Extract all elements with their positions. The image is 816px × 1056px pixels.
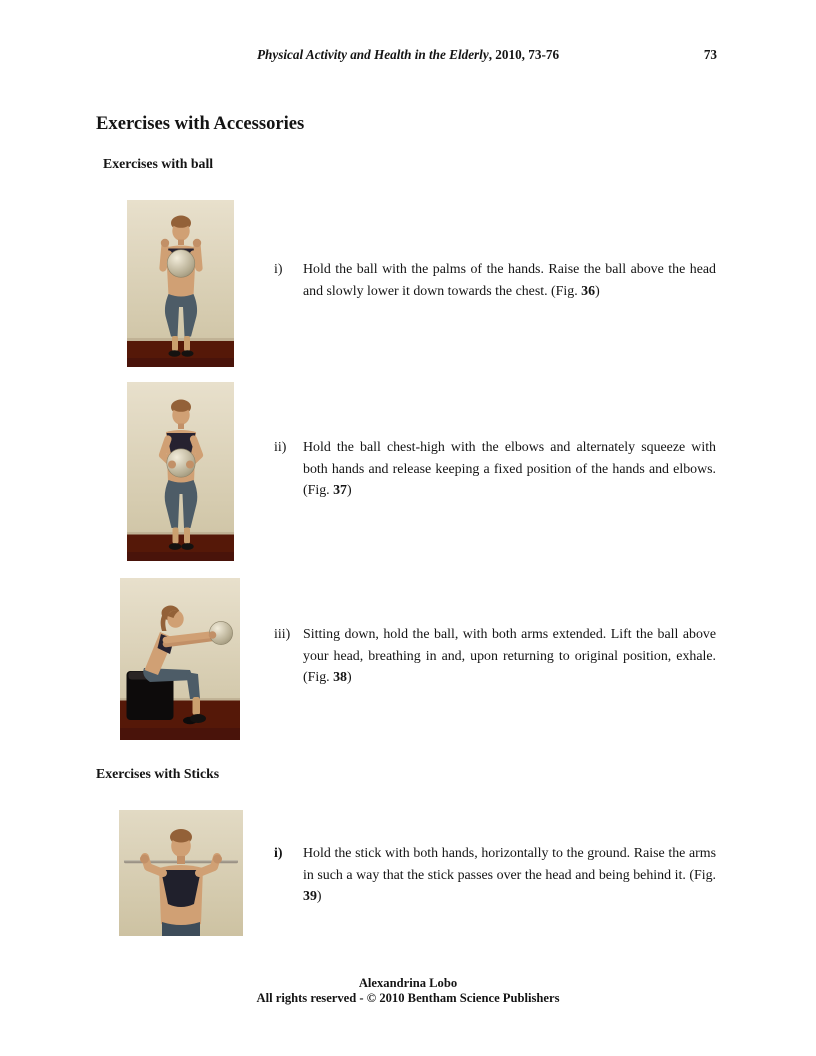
item-body: Sitting down, hold the ball, with both arms extended. Lift the ball above your head, breathing in and, upon returning to original position, exhale. (Fig. <box>303 627 716 686</box>
section-title: Exercises with Accessories <box>96 113 305 134</box>
fig-number: 36 <box>581 283 596 299</box>
item-text <box>303 624 716 689</box>
exercise-item-sticks-1 <box>274 843 716 908</box>
figure-39-photo <box>119 810 243 936</box>
figure-39-illustration <box>119 810 243 936</box>
footer-rights: All rights reserved - © 2010 Bentham Science Publishers <box>256 990 560 1005</box>
footer-author: Alexandrina Lobo <box>358 976 458 990</box>
item-label: i) <box>274 262 283 277</box>
item-suffix: ) <box>347 483 352 499</box>
item-label: iii) <box>274 627 291 642</box>
figure-36-illustration <box>127 200 234 367</box>
running-head <box>96 47 720 62</box>
fig-number: 38 <box>333 670 347 686</box>
fig-number: 37 <box>333 483 347 499</box>
page-footer <box>96 976 720 1005</box>
item-label: ii) <box>274 440 287 455</box>
figure-37-illustration <box>127 382 234 561</box>
figure-36-photo <box>127 200 234 367</box>
item-body: Hold the ball chest-high with the elbows and alternately squeeze with both hands and release keeping a fixed position of the hands and elbows. (Fig. <box>303 440 716 499</box>
item-suffix: ) <box>316 889 322 905</box>
figure-37-photo <box>127 382 234 561</box>
exercise-item-ball-2 <box>274 437 716 502</box>
item-body: Hold the ball with the palms of the hands. Raise the ball above the head and slowly lower it down towards the chest. (Fig. <box>303 262 716 299</box>
subsection-ball-heading: Exercises with ball <box>103 156 214 171</box>
item-suffix: ) <box>347 670 352 686</box>
item-suffix: ) <box>595 283 600 299</box>
item-label: i) <box>274 846 283 861</box>
page-number: 73 <box>703 47 717 62</box>
subsection-sticks-heading: Exercises with Sticks <box>96 766 220 781</box>
journal-title-rest: , 2010, 73-76 <box>488 47 560 62</box>
journal-title: Physical Activity and Health in the Elderly <box>256 47 489 62</box>
item-text <box>303 843 716 908</box>
item-text <box>303 259 716 302</box>
figure-38-photo <box>120 578 240 740</box>
exercise-item-ball-3 <box>274 624 716 689</box>
item-body: Hold the stick with both hands, horizontally to the ground. Raise the arms in such a way that the stick passes over the head and being behind it. (Fig. <box>303 846 716 883</box>
item-text <box>303 437 716 502</box>
fig-number: 39 <box>303 889 317 905</box>
exercise-item-ball-1 <box>274 259 716 302</box>
figure-38-illustration <box>120 578 240 740</box>
